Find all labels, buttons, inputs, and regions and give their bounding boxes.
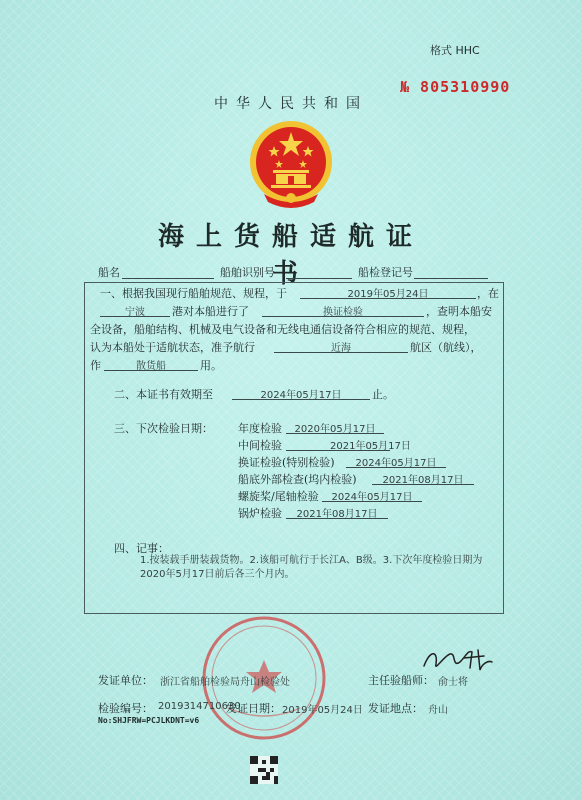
qr-code-icon	[250, 756, 278, 784]
intermediate-inspection-label: 中间检验	[238, 439, 282, 452]
bottom-inspection-label: 船底外部检查(坞内检验)	[238, 473, 357, 486]
validity-tail: 止。	[372, 388, 394, 401]
ship-id-label: 船舶识别号	[220, 266, 275, 279]
issue-place-label: 发证地点：	[368, 702, 423, 715]
section1-line-2: 全设备，船舶结构、机械及电气设备和无线电通信设备符合相应的规范、规程，	[90, 323, 475, 336]
issuer-label: 发证单位：	[98, 674, 153, 687]
issue-place-value: 舟山	[428, 705, 448, 716]
propeller-inspection-label: 螺旋桨/尾轴检验	[238, 490, 319, 503]
inspection-no-value: 2019314710630	[158, 701, 241, 712]
renewal-inspection-date: 2024年05月17日	[355, 458, 437, 469]
boiler-inspection-date: 2021年08月17日	[296, 509, 378, 520]
chief-surveyor-value: 俞士将	[438, 677, 468, 688]
navigation-area: 近海	[331, 343, 351, 354]
section1-text-4: ，查明本船安	[426, 305, 492, 318]
national-emblem-icon	[246, 118, 336, 210]
section1-text-2: ，在	[477, 287, 499, 300]
country-name: 中华人民共和国	[214, 96, 368, 112]
chief-surveyor-label: 主任验船师：	[368, 674, 434, 687]
section1-line-4a: 作	[90, 359, 101, 372]
registration-no-label: 船检登记号	[358, 266, 413, 279]
propeller-inspection-date: 2024年05月17日	[331, 492, 413, 503]
serial-number: № 805310990	[400, 78, 511, 96]
renewal-inspection-label: 换证检验(特别检验)	[238, 456, 335, 469]
certificate-title: 海上货船适航证书	[157, 222, 424, 289]
inspection-type: 换证检验	[323, 307, 363, 318]
section1-line-3a: 认为本船处于适航状态，准予航行	[90, 341, 255, 354]
issue-date-label: 发证日期：	[226, 702, 281, 715]
issuer-value: 浙江省船舶检验局舟山检验处	[160, 677, 290, 688]
inspection-date: 2019年05月24日	[347, 289, 429, 300]
section1-line-4b: 用。	[200, 359, 222, 372]
inspection-port: 宁波	[125, 307, 145, 318]
signature-icon	[420, 646, 496, 674]
validity-date: 2024年05月17日	[260, 390, 342, 401]
remarks-text: 1.按装载手册装载货物。2.该船可航行于长江A、B级。3.下次年度检验日期为2020年5月17日前后各三个月内。	[140, 555, 483, 580]
annual-inspection-date: 2020年05月17日	[294, 424, 376, 435]
next-inspection-label: 三、下次检验日期：	[114, 422, 213, 435]
inspection-no-label: 检验编号：	[98, 702, 153, 715]
validity-label: 二、本证书有效期至	[114, 388, 213, 401]
section1-line-3b: 航区（航线），	[410, 341, 482, 354]
remarks-label: 四、记事：	[114, 542, 169, 555]
section1-text-1: 一、根据我国现行船舶规范、规程，于	[100, 287, 287, 300]
section1-text-3: 港对本船进行了	[172, 305, 249, 318]
intermediate-inspection-date: 2021年05月17日	[330, 441, 411, 452]
document-code: No:SHJFRW=PCJLKDNT=v6	[98, 716, 200, 725]
format-label: 格式 HHC	[430, 44, 480, 57]
annual-inspection-label: 年度检验	[238, 422, 282, 435]
ship-name-label: 船名	[98, 266, 120, 279]
bottom-inspection-date: 2021年08月17日	[382, 475, 464, 486]
ship-usage: 散货船	[136, 361, 166, 372]
boiler-inspection-label: 锅炉检验	[238, 507, 282, 520]
issue-date-value: 2019年05月24日	[282, 705, 363, 716]
